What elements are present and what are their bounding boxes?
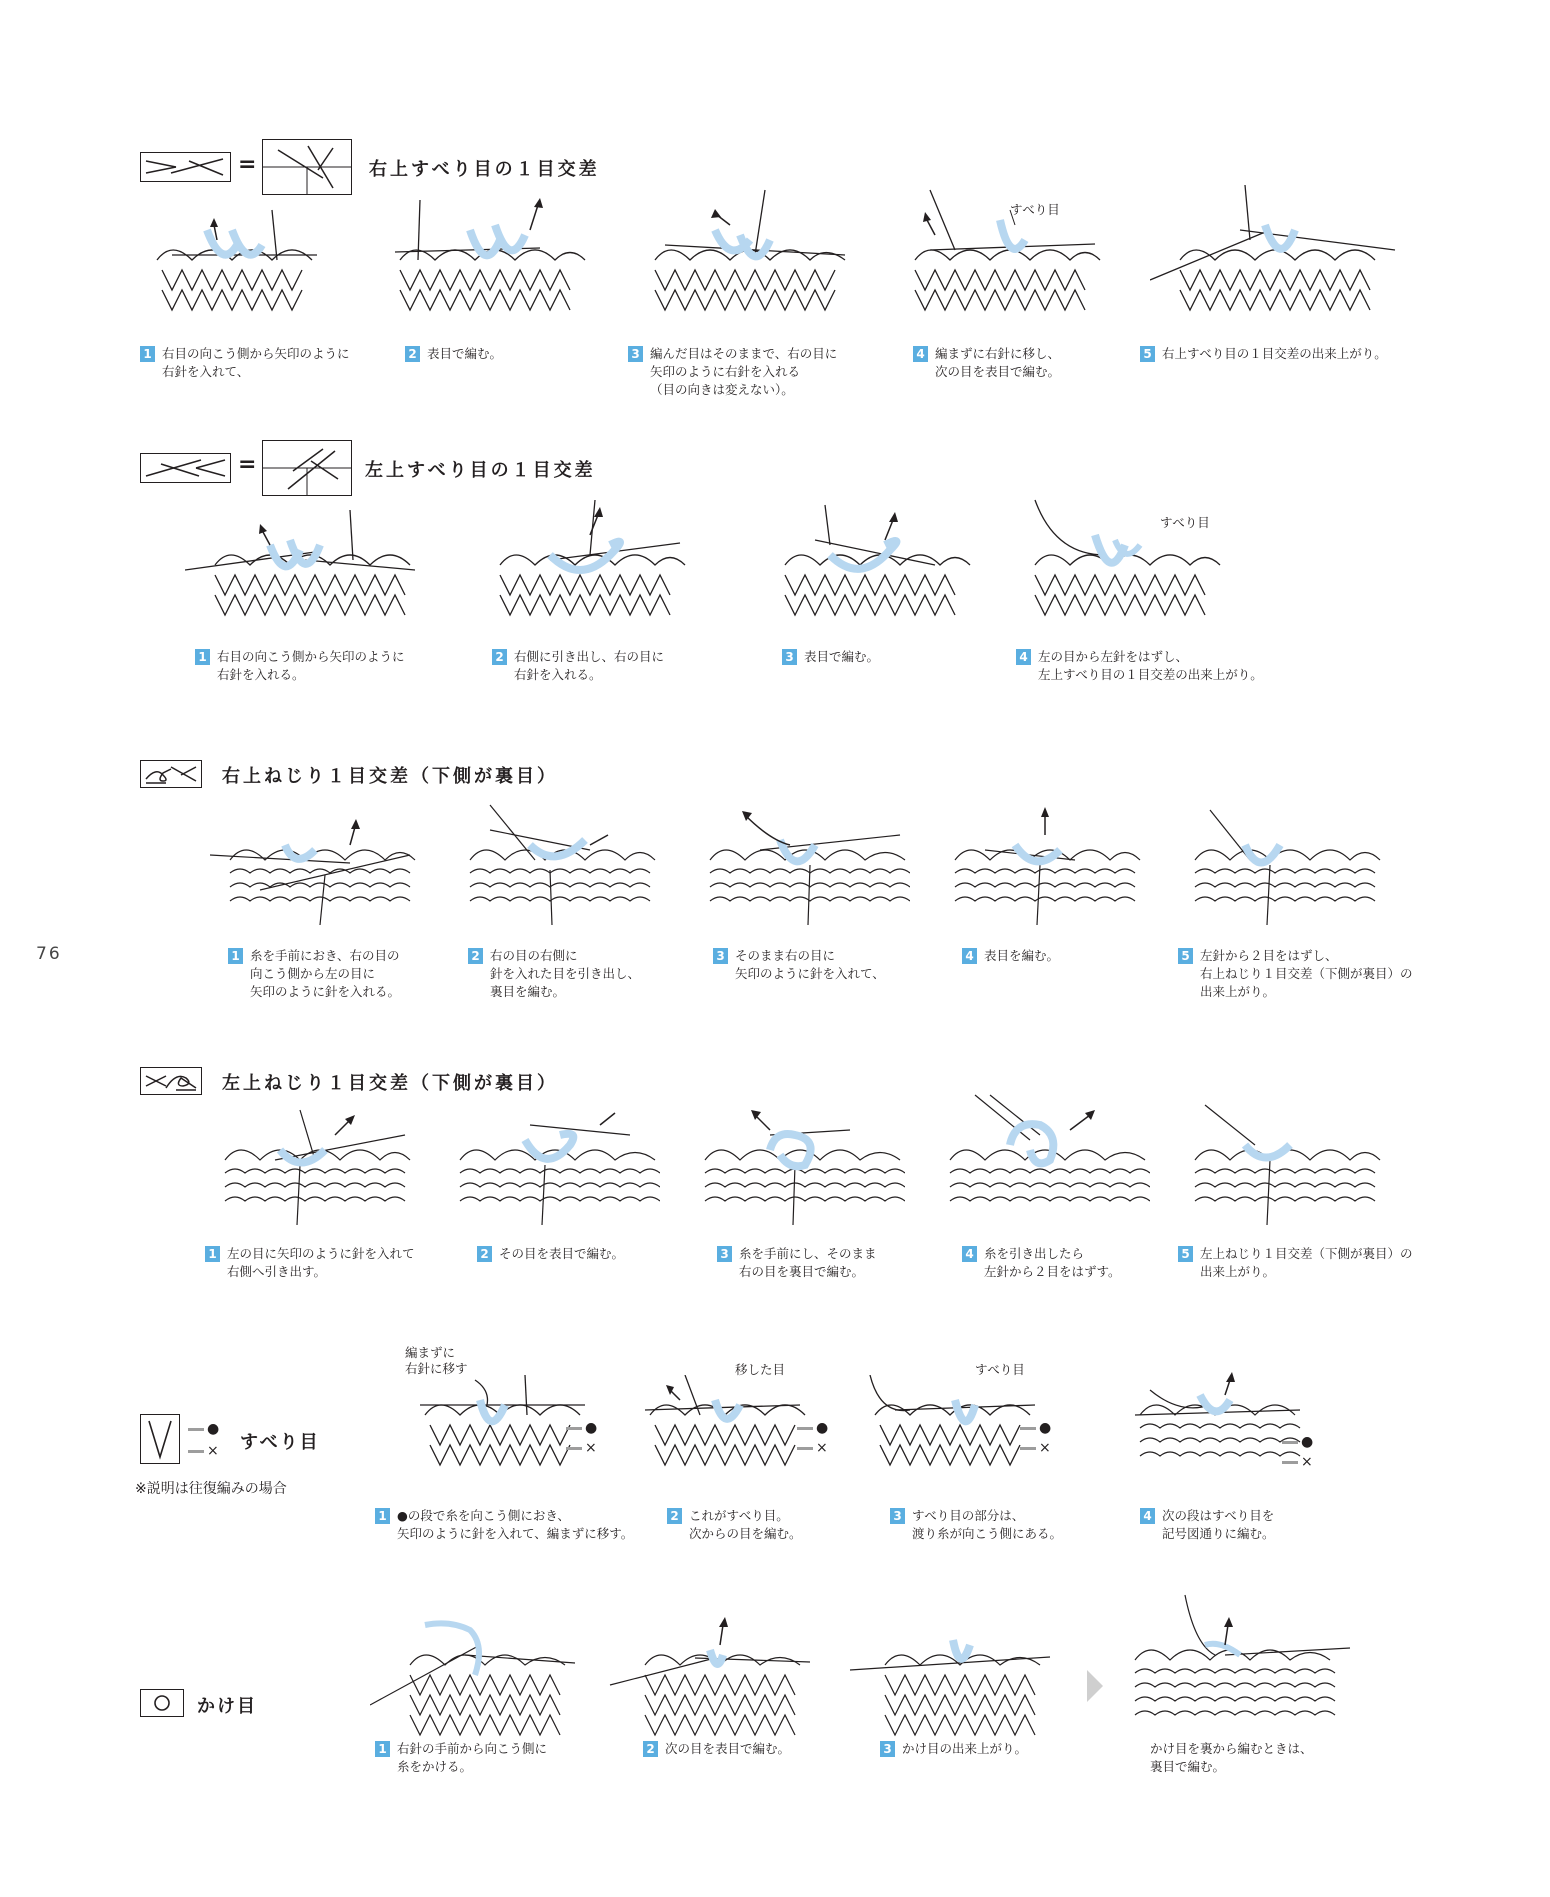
row-direction-legend [1020,1421,1051,1456]
step-caption: すべり目の部分は、 渡り糸が向こう側にある。 [912,1508,1063,1541]
step-illustration-1 [185,500,420,635]
step-number: 1 [195,649,210,665]
step-caption: 右の目の右側に 針を入れた目を引き出し、 裏目を編む。 [490,948,641,999]
dot-icon: ● [207,1421,220,1437]
step-caption: 表目を編む。 [984,948,1060,963]
callout-slip-stitch: すべり目 [1010,202,1060,217]
step-caption: 編んだ目はそのままで、右の目に 矢印のように右針を入れる （目の向きは変えない）。 [650,346,838,397]
gray-arrow-icon [1282,1441,1298,1444]
section-title: かけ目 [197,1696,257,1717]
step-illustration-2 [490,495,690,635]
equals-sign: = [238,452,257,477]
cross-icon: × [816,1440,828,1456]
chart-symbol-left-cross [140,453,231,483]
step-illustration-2 [640,1375,820,1495]
step-number: 3 [880,1741,895,1757]
step-3 [890,1507,1062,1543]
step-caption: これがすべり目。 次からの目を編む。 [689,1508,802,1541]
gray-arrow-icon [797,1447,813,1450]
step-number: 1 [205,1246,220,1262]
chart-symbol-right-twist [140,760,202,788]
step-number: 2 [405,346,420,362]
callout-moved-stitch: 移した目 [735,1362,786,1377]
step-caption: 右側に引き出し、右の目に 右針を入れる。 [514,649,665,682]
section-note: ※説明は往復編みの場合 [135,1481,287,1497]
step-5 [1178,947,1413,1001]
step-number: 3 [890,1508,905,1524]
step-2 [492,648,664,684]
cross-icon: × [1301,1454,1313,1470]
step-number: 3 [717,1246,732,1262]
step-illustration-purl-side [1125,1590,1355,1750]
gray-arrow-icon [1020,1447,1036,1450]
dot-icon: ● [1039,1420,1052,1436]
step-number: 1 [228,948,243,964]
step-4 [962,947,1059,965]
step-3 [628,345,837,399]
chart-symbol-left-cross-expanded [262,440,352,496]
step-caption: 表目で編む。 [427,346,503,361]
callout-slip-stitch: すべり目 [1160,515,1210,530]
gray-arrow-icon [1020,1427,1036,1430]
step-number: 2 [468,948,483,964]
step-illustration-1 [215,1105,415,1230]
step-illustration-4 [905,180,1105,330]
step-caption: 左針から２目をはずし、 右上ねじり１目交差（下側が裏目）の 出来上がり。 [1200,948,1413,999]
row-direction-legend [797,1421,828,1456]
step-illustration-1 [152,200,332,330]
step-2 [405,345,502,363]
gray-arrow-icon [566,1447,582,1450]
step-illustration-3 [700,805,910,930]
chart-symbol-left-twist [140,1067,202,1095]
step-caption: そのまま右の目に 矢印のように針を入れて、 [735,948,885,981]
step-3 [782,648,879,666]
step-number: 4 [962,1246,977,1262]
step-number: 4 [1016,649,1031,665]
section-title: 右上ねじり１目交差（下側が裏目） [222,766,558,787]
step-caption: 次の段はすべり目を 記号図通りに編む。 [1162,1508,1275,1541]
step-caption: 表目で編む。 [804,649,880,664]
section-title: すべり目 [240,1432,320,1453]
cross-icon: × [1039,1440,1051,1456]
step-4 [1140,1507,1275,1543]
chart-symbol-right-cross [140,152,231,182]
step-number: 5 [1178,948,1193,964]
step-illustration-1 [210,815,420,930]
step-number: 2 [492,649,507,665]
step-caption: 右目の向こう側から矢印のように 右針を入れて、 [162,346,350,379]
step-caption: 左の目から左針をはずし、 左上すべり目の１目交差の出来上がり。 [1038,649,1263,682]
step-caption: ●の段で糸を向こう側におき、 矢印のように針を入れて、編まずに移す。 [397,1508,634,1541]
step-caption: 糸を手前にし、そのまま 右の目を裏目で編む。 [739,1246,877,1279]
cross-icon: × [207,1443,219,1459]
section-title: 左上すべり目の１目交差 [365,460,596,481]
step-caption: 左上ねじり１目交差（下側が裏目）の 出来上がり。 [1200,1246,1413,1279]
row-direction-legend [1282,1435,1313,1470]
step-caption: 右目の向こう側から矢印のように 右針を入れる。 [217,649,405,682]
step-5 [1140,345,1387,363]
step-4 [962,1245,1121,1281]
section-title: 右上すべり目の１目交差 [369,159,600,180]
step-3 [880,1740,1027,1758]
step-1 [228,947,400,1001]
chart-symbol-yarn-over [140,1689,184,1717]
step-1 [195,648,405,684]
callout-slip-stitch: すべり目 [975,1362,1025,1377]
equals-sign: = [238,152,257,177]
dot-icon: ● [585,1420,598,1436]
step-5 [1178,1245,1413,1281]
gray-arrow-icon [797,1427,813,1430]
step-1 [375,1740,547,1776]
step-2 [468,947,640,1001]
cross-icon: × [585,1440,597,1456]
step-caption: その目を表目で編む。 [499,1246,625,1261]
step-illustration-4 [940,1090,1150,1230]
step-caption: 右上すべり目の１目交差の出来上がり。 [1162,346,1387,361]
step-2 [667,1507,802,1543]
step-number: 1 [140,346,155,362]
step-number: 4 [913,346,928,362]
section-title: 左上ねじり１目交差（下側が裏目） [222,1073,558,1094]
step-3 [713,947,885,983]
step-caption: かけ目の出来上がり。 [902,1741,1028,1756]
step-illustration-2 [450,1105,660,1230]
step-illustration-3 [645,185,855,330]
step-number: 2 [667,1508,682,1524]
step-illustration-3 [865,1375,1045,1495]
step-illustration-2 [605,1610,815,1760]
step-illustration-4 [945,805,1145,930]
step-3 [717,1245,877,1281]
step-4 [1016,648,1263,684]
step-illustration-2 [460,800,660,930]
gray-arrow-icon [1282,1461,1298,1464]
chevron-right-icon [1085,1668,1105,1708]
step-illustration-4 [1130,1370,1310,1495]
purl-side-note: かけ目を裏から編むときは、 裏目で編む。 [1150,1741,1313,1774]
step-2 [643,1740,790,1758]
chart-symbol-right-cross-expanded [262,139,352,195]
step-number: 1 [375,1508,390,1524]
gray-arrow-icon [566,1427,582,1430]
step-caption: 編まずに右針に移し、 次の目を表目で編む。 [935,346,1061,379]
step-illustration-3 [845,1605,1055,1755]
row-direction-legend [188,1422,219,1459]
step-number: 4 [962,948,977,964]
step-number: 2 [643,1741,658,1757]
step-caption: 右針の手前から向こう側に 糸をかける。 [397,1741,548,1774]
step-illustration-2 [390,190,590,330]
step-caption: 糸を引き出したら 左針から２目をはずす。 [984,1246,1121,1279]
step-number: 3 [782,649,797,665]
step-1 [140,345,350,381]
step-2 [477,1245,624,1263]
step-1 [375,1507,633,1543]
step-illustration-5 [1185,1100,1385,1230]
step-number: 5 [1178,1246,1193,1262]
chart-symbol-slip [140,1414,180,1464]
step-caption: 左の目に矢印のように針を入れて 右側へ引き出す。 [227,1246,415,1279]
step-illustration-3 [695,1100,905,1230]
callout-slip-without-knitting: 編まずに 右針に移す [405,1345,468,1376]
step-number: 3 [713,948,728,964]
step-caption: 次の目を表目で編む。 [665,1741,791,1756]
step-illustration-5 [1150,180,1400,330]
page-number: 76 [36,944,62,964]
step-number: 1 [375,1741,390,1757]
step-number: 4 [1140,1508,1155,1524]
step-number: 5 [1140,346,1155,362]
step-4 [913,345,1060,381]
dot-icon: ● [816,1420,829,1436]
gray-arrow-icon [188,1428,204,1431]
step-number: 3 [628,346,643,362]
step-illustration-1 [370,1605,580,1755]
step-illustration-5 [1185,805,1385,930]
gray-arrow-icon [188,1450,204,1453]
row-direction-legend [566,1421,597,1456]
step-number: 2 [477,1246,492,1262]
step-illustration-3 [775,495,975,635]
dot-icon: ● [1301,1434,1314,1450]
step-1 [205,1245,415,1281]
step-caption: 糸を手前におき、右の目の 向こう側から左の目に 矢印のように針を入れる。 [250,948,401,999]
